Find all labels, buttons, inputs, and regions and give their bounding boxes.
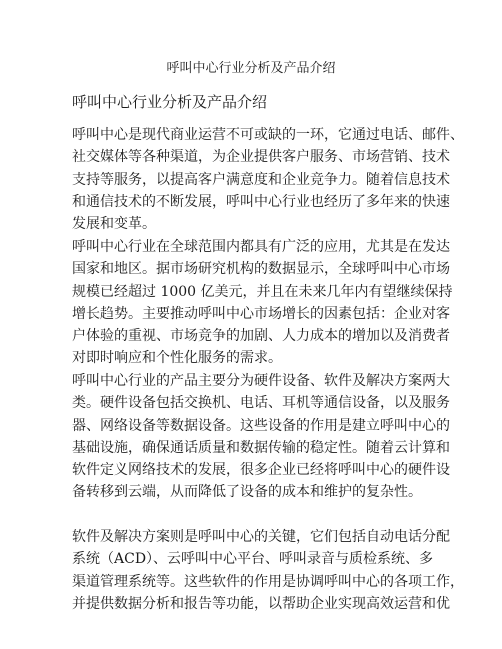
text-line: 支持等服务，以提高客户满意度和企业竞争力。随着信息技术 — [72, 171, 450, 188]
text-line: 软件及解决方案则是呼叫中心的关键，它们包括自动电话分配 — [72, 529, 450, 545]
text-line: 对即时响应和个性化服务的需求。 — [72, 350, 282, 367]
text-line: 呼叫中心行业的产品主要分为硬件设备、软件及解决方案两大 — [72, 373, 450, 389]
paragraph-market — [72, 236, 453, 370]
text-line: 基础设施，确保通话质量和数据传输的稳定性。随着云计算和 — [72, 439, 450, 456]
text-line: 类。硬件设备包括交换机、电话、耳机等通信设备，以及服务 — [72, 395, 450, 412]
document-subtitle: 呼叫中心行业分析及产品介绍 — [72, 93, 268, 111]
paragraph-products — [72, 370, 450, 504]
text-line: 呼叫中心行业在全球范围内都具有广泛的应用，尤其是在发达 — [72, 239, 450, 255]
text-line: 规模已经超过 1000 亿美元，并且在未来几年内有望继续保持 — [72, 283, 453, 300]
text-line: 呼叫中心是现代商业运营不可或缺的一环，它通过电话、邮件、 — [72, 127, 464, 143]
text-line: 渠道管理系统等。这些软件的作用是协调呼叫中心的各项工作， — [72, 573, 464, 590]
text-line: 器、网络设备等数据设备。这些设备的作用是建立呼叫中心的 — [72, 417, 450, 434]
text-line: 系统（ACD）、云呼叫中心平台、呼叫录音与质检系统、多 — [72, 551, 434, 568]
document-title: 呼叫中心行业分析及产品介绍 — [166, 61, 336, 76]
text-line: 发展和变革。 — [72, 216, 156, 233]
text-line: 并提供数据分析和报告等功能，以帮助企业实现高效运营和优 — [72, 595, 450, 612]
text-line: 软件定义网络技术的发展，很多企业已经将呼叫中心的硬件设 — [72, 462, 450, 479]
text-line: 户体验的重视、市场竞争的加剧、人力成本的增加以及消费者 — [72, 328, 450, 345]
text-line: 社交媒体等各种渠道，为企业提供客户服务、市场营销、技术 — [72, 149, 450, 166]
paragraph-intro — [72, 124, 464, 235]
text-line: 备转移到云端，从而降低了设备的成本和维护的复杂性。 — [72, 484, 422, 501]
paragraph-software — [72, 526, 464, 615]
text-line: 国家和地区。据市场研究机构的数据显示，全球呼叫中心市场 — [72, 261, 450, 278]
text-line: 增长趋势。主要推动呼叫中心市场增长的因素包括：企业对客 — [72, 305, 450, 322]
text-line: 和通信技术的不断发展，呼叫中心行业也经历了多年来的快速 — [72, 193, 450, 210]
